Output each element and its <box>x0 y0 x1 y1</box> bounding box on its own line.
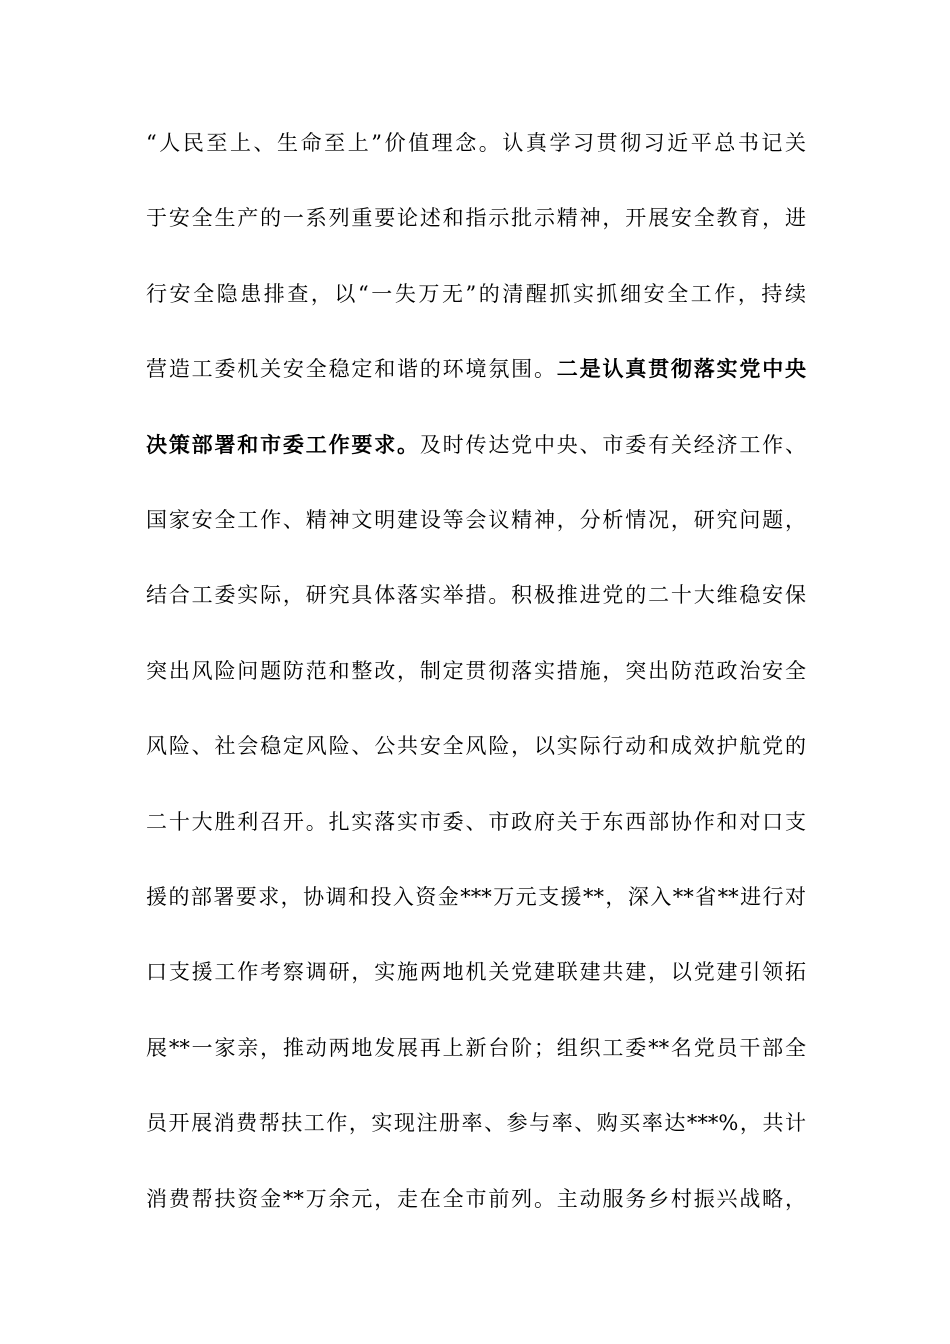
text-segment: 于安全生产的一系列重要论述和指示批示精神，开展安全教育，进 <box>146 206 806 231</box>
text-line <box>146 731 806 761</box>
text-segment: 及时传达党中央、市委有关经济工作、 <box>419 432 807 457</box>
text-segment: 营造工委机关安全稳定和谐的环境氛围。 <box>146 357 557 382</box>
text-segment: 国家安全工作、精神文明建设等会议精神，分析情况，研究问题， <box>146 508 806 532</box>
text-line <box>146 430 806 460</box>
text-segment: 结合工委实际，研究具体落实举措。积极推进党的二十大维稳安保 <box>146 583 806 608</box>
text-segment: 展**一家亲，推动两地发展再上新台阶；组织工委**名党员干部全 <box>146 1035 806 1060</box>
text-line <box>146 580 806 610</box>
text-line <box>146 203 806 233</box>
text-segment: 口支援工作考察调研，实施两地机关党建联建共建，以党建引领拓 <box>146 960 806 985</box>
text-segment: 员开展消费帮扶工作，实现注册率、参与率、购买率达***%，共计 <box>146 1111 806 1136</box>
text-line <box>146 807 806 837</box>
text-line <box>146 354 806 384</box>
text-line <box>146 957 806 987</box>
bold-heading-segment: 二是认真贯彻落实党中央 <box>556 356 807 382</box>
text-line <box>146 1033 806 1063</box>
bold-heading-segment: 决策部署和市委工作要求。 <box>146 431 420 457</box>
text-line <box>146 656 806 686</box>
text-line <box>146 279 806 309</box>
text-line <box>146 505 806 535</box>
text-line <box>146 882 806 912</box>
text-segment: 突出风险问题防范和整改，制定贯彻落实措施，突出防范政治安全 <box>146 658 806 683</box>
text-segment: “人民至上、生命至上”价值理念。认真学习贯彻习近平总书记关 <box>146 131 806 155</box>
text-line <box>146 128 806 158</box>
text-line <box>146 1184 806 1214</box>
text-segment: 消费帮扶资金**万余元，走在全市前列。主动服务乡村振兴战略， <box>146 1186 806 1211</box>
text-segment: 二十大胜利召开。扎实落实市委、市政府关于东西部协作和对口支 <box>146 809 806 834</box>
text-line <box>146 1108 806 1138</box>
text-segment: 援的部署要求，协调和投入资金***万元支援**，深入**省**进行对 <box>146 885 806 909</box>
text-segment: 行安全隐患排查，以“一失万无”的清醒抓实抓细安全工作，持续 <box>146 281 806 306</box>
text-segment: 风险、社会稳定风险、公共安全风险，以实际行动和成效护航党的 <box>146 734 806 759</box>
